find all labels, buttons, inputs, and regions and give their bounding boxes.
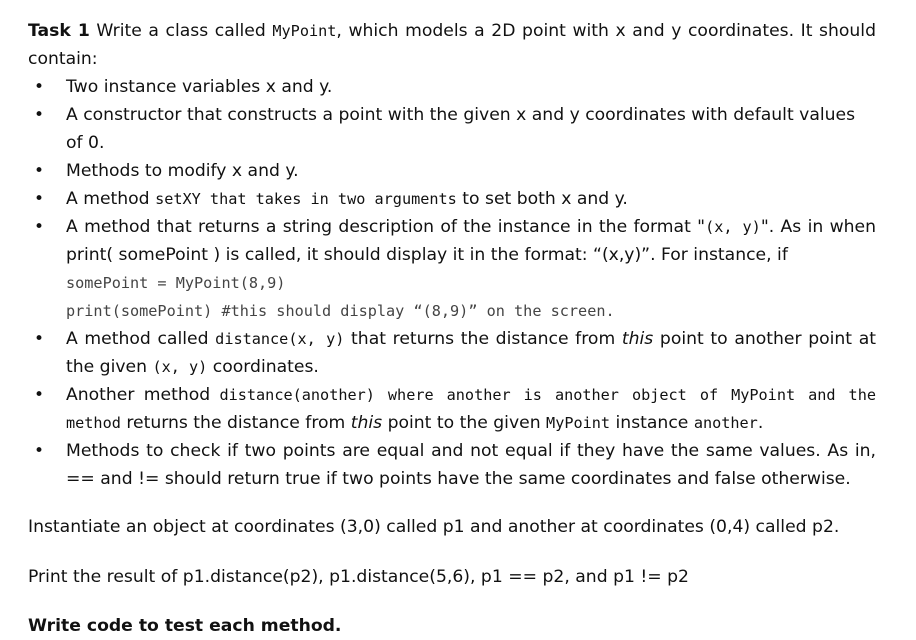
test-instruction (28, 612, 876, 640)
instantiate-instruction: Instantiate an object at coordinates (3,0) called p1 and another at coordinates (0,4) called p2. (28, 517, 840, 537)
list-item (28, 325, 876, 381)
list-item (28, 101, 876, 157)
bullet-distance-xy-code2: (x, y) (152, 358, 208, 376)
print-instruction: Print the result of p1.distance(p2), p1.distance(5,6), p1 == p2, and p1 != p2 (28, 567, 689, 587)
bullet-distance-another-code3: another (693, 414, 758, 432)
list-item (28, 157, 876, 185)
task-label: Task 1 (28, 21, 90, 41)
list-item (28, 381, 876, 437)
code-example-line-1: somePoint = MyPoint(8,9) (66, 274, 286, 292)
bullet-distance-another-code: distance(another) where another is another object of MyPoint and the method (66, 386, 876, 432)
code-example-line-2: print(somePoint) #this should display “(8,9)” on the screen. (66, 302, 615, 320)
bullet-distance-another-a: Another method (66, 385, 220, 405)
bullet-distance-xy-a: A method called (66, 329, 216, 349)
bullet-str-b: ". As in when print( somePoint ) is called, it should display it in the format: “(x,y)”. For instance, if (66, 217, 877, 265)
bullet-setxy-a: A method (66, 189, 156, 209)
list-item (28, 73, 876, 101)
bullet-modify-methods: Methods to modify x and y. (66, 161, 299, 181)
bullet-distance-another-code2: MyPoint (546, 414, 611, 432)
list-item (28, 185, 876, 213)
intro-class-name: MyPoint (272, 22, 337, 40)
bullet-distance-another-em: this (350, 413, 383, 433)
bullet-str-code: (x, y) (705, 218, 761, 236)
bullet-distance-xy-d: coordinates. (207, 357, 319, 377)
bullet-distance-xy-b: that returns the distance from (344, 329, 622, 349)
bullet-distance-xy-em: this (621, 329, 654, 349)
bullet-distance-another-b: returns the distance from (120, 413, 351, 433)
bullet-distance-another-d: instance (610, 413, 694, 433)
bullet-str-a: A method that returns a string description of the instance in the format " (66, 217, 706, 237)
task-intro (28, 17, 876, 73)
bullet-setxy-b: to set both x and y. (456, 189, 628, 209)
bullet-distance-xy-c: point to another point at the given (66, 329, 876, 377)
intro-text-b: , which models a 2D point with x and y coordinates. It should contain: (28, 21, 876, 69)
bullet-equality: Methods to check if two points are equal and not equal if they have the same values. As in, == and != should return true if two points have the same coordinates and false otherwise. (66, 441, 876, 489)
bullet-setxy-code: setXY that takes in two arguments (155, 190, 457, 208)
list-item (28, 213, 876, 325)
requirements-list (28, 73, 876, 493)
bullet-distance-another-e: . (757, 413, 764, 433)
bullet-distance-xy-code: distance(x, y) (215, 330, 345, 348)
bullet-constructor: A constructor that constructs a point with the given x and y coordinates with default values of 0. (66, 105, 856, 153)
intro-text-a: Write a class called (89, 21, 273, 41)
bullet-instance-variables: Two instance variables x and y. (66, 77, 333, 97)
test-instruction-text: Write code to test each method. (28, 616, 342, 636)
list-item (28, 437, 876, 493)
bullet-distance-another-c: point to the given (382, 413, 547, 433)
